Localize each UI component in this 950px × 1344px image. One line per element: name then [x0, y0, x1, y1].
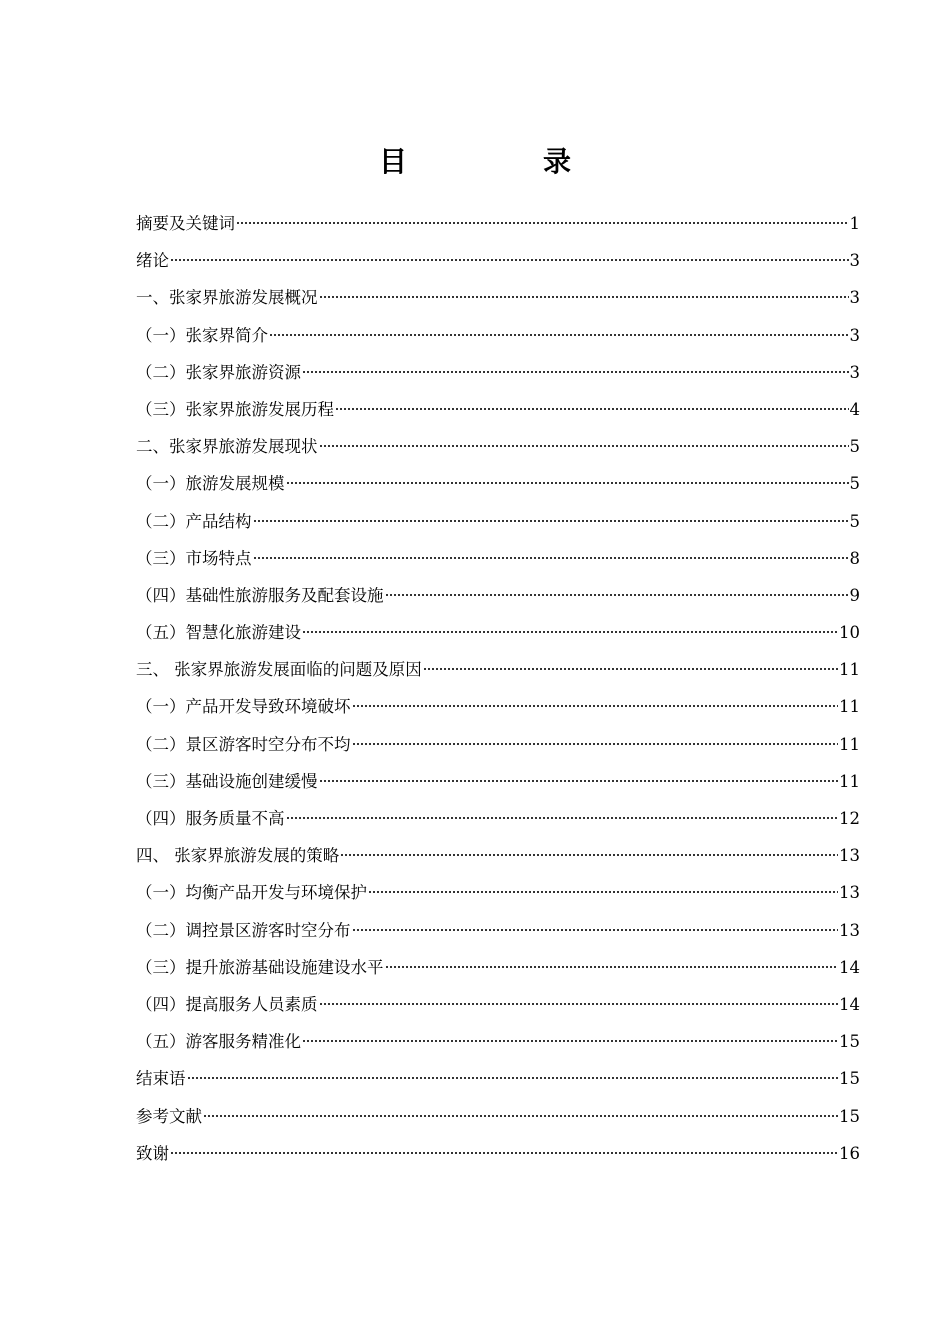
toc-entry[interactable] [136, 986, 860, 1023]
toc-entry-page-number: 3 [849, 251, 860, 271]
toc-entry[interactable] [136, 465, 860, 502]
toc-entry-page-number: 13 [839, 846, 860, 866]
toc-entry-page-number: 10 [839, 623, 860, 643]
toc-entry-page-number: 15 [839, 1032, 860, 1052]
toc-entry-label: （四）服务质量不高 [136, 809, 285, 828]
toc-dot-leader [340, 853, 838, 857]
toc-entry-label: （三）提升旅游基础设施建设水平 [136, 957, 384, 977]
toc-entry[interactable] [136, 949, 860, 986]
toc-entry[interactable] [136, 763, 860, 800]
toc-entry-label: （三）基础设施创建缓慢 [136, 771, 318, 791]
toc-entry-page-number: 11 [839, 771, 860, 791]
toc-entry[interactable] [136, 1023, 860, 1060]
toc-entry-label: （二）景区游客时空分布不均 [136, 734, 351, 754]
toc-dot-leader [385, 965, 839, 969]
toc-entry-page-number: 5 [849, 437, 860, 457]
toc-entry-label: （五）智慧化旅游建设 [136, 623, 301, 643]
toc-entry-page-number: 9 [849, 585, 860, 605]
toc-dot-leader [319, 444, 849, 448]
toc-entry[interactable] [136, 577, 860, 614]
toc-entry[interactable] [136, 874, 860, 911]
toc-dot-leader [302, 1039, 838, 1043]
toc-entry[interactable] [136, 912, 860, 949]
toc-dot-leader [302, 630, 838, 634]
toc-entry[interactable] [136, 614, 860, 651]
toc-dot-leader [286, 481, 849, 485]
toc-dot-leader [335, 407, 849, 411]
toc-entry-page-number: 3 [849, 362, 860, 382]
toc-entry-label: （四）提高服务人员素质 [136, 994, 318, 1014]
toc-dot-leader [319, 1002, 839, 1006]
toc-dot-leader [352, 928, 839, 932]
toc-entry-page-number: 12 [839, 809, 860, 828]
toc-entry-label: 四、 张家界旅游发展的策略 [136, 846, 340, 866]
toc-entry-label: （二）张家界旅游资源 [136, 362, 301, 382]
toc-dot-leader [187, 1076, 839, 1080]
toc-entry[interactable] [136, 1060, 860, 1097]
toc-entry-page-number: 11 [839, 660, 860, 680]
toc-entry-page-number: 1 [849, 214, 860, 233]
toc-entry[interactable] [136, 1098, 860, 1135]
toc-entry[interactable] [136, 726, 860, 763]
toc-entry-label: （四）基础性旅游服务及配套设施 [136, 585, 384, 605]
toc-dot-leader [352, 742, 839, 746]
toc-entry-page-number: 11 [839, 697, 860, 717]
toc-entry-page-number: 15 [839, 1106, 860, 1126]
toc-entry-label: 绪论 [136, 251, 169, 271]
toc-dot-leader [170, 1151, 838, 1155]
toc-entry[interactable] [136, 800, 860, 837]
toc-entry-label: 结束语 [136, 1069, 186, 1089]
toc-entry-label: 摘要及关键词 [136, 214, 235, 233]
toc-entry-page-number: 5 [849, 474, 860, 494]
toc-list [136, 205, 860, 1172]
toc-entry-label: （一）旅游发展规模 [136, 474, 285, 494]
toc-dot-leader [319, 779, 839, 783]
toc-entry-page-number: 16 [839, 1143, 860, 1163]
toc-entry-page-number: 13 [839, 920, 860, 940]
toc-entry-label: 三、 张家界旅游发展面临的问题及原因 [136, 660, 422, 680]
toc-entry-page-number: 11 [839, 734, 860, 754]
toc-dot-leader [170, 258, 849, 262]
toc-entry[interactable] [136, 837, 860, 874]
toc-entry[interactable] [136, 428, 860, 465]
toc-entry-label: （二）调控景区游客时空分布 [136, 920, 351, 940]
toc-dot-leader [269, 333, 849, 337]
toc-entry[interactable] [136, 317, 860, 354]
toc-entry-label: （三）市场特点 [136, 548, 252, 568]
toc-entry-label: 一、张家界旅游发展概况 [136, 288, 318, 308]
toc-entry-label: （一）产品开发导致环境破坏 [136, 697, 351, 717]
toc-dot-leader [368, 890, 838, 894]
page-title: 目 录 [378, 145, 625, 178]
toc-entry[interactable] [136, 540, 860, 577]
toc-dot-leader [319, 295, 849, 299]
toc-dot-leader [423, 667, 838, 671]
toc-entry[interactable] [136, 242, 860, 279]
toc-dot-leader [236, 221, 849, 225]
toc-dot-leader [203, 1114, 838, 1118]
toc-entry-label: 二、张家界旅游发展现状 [136, 437, 318, 457]
toc-entry[interactable] [136, 391, 860, 428]
toc-entry-page-number: 3 [849, 325, 860, 345]
toc-entry-page-number: 13 [839, 883, 860, 903]
toc-entry-page-number: 14 [839, 994, 860, 1014]
toc-entry[interactable] [136, 1135, 860, 1172]
toc-dot-leader [302, 370, 849, 374]
toc-entry-label: 参考文献 [136, 1106, 202, 1126]
toc-entry[interactable] [136, 688, 860, 725]
toc-entry[interactable] [136, 651, 860, 688]
toc-entry[interactable] [136, 503, 860, 540]
toc-entry-page-number: 4 [849, 399, 860, 419]
toc-entry-label: （五）游客服务精准化 [136, 1032, 301, 1052]
toc-entry[interactable] [136, 205, 860, 242]
toc-entry-page-number: 15 [839, 1069, 860, 1089]
toc-entry-label: （一）均衡产品开发与环境保护 [136, 883, 367, 903]
toc-entry-label: （二）产品结构 [136, 511, 252, 531]
toc-entry-page-number: 3 [849, 288, 860, 308]
toc-entry[interactable] [136, 279, 860, 316]
toc-dot-leader [385, 593, 849, 597]
toc-dot-leader [352, 704, 839, 708]
toc-dot-leader [253, 556, 849, 560]
toc-entry-page-number: 14 [839, 957, 860, 977]
toc-entry-label: 致谢 [136, 1143, 169, 1163]
toc-entry-label: （三）张家界旅游发展历程 [136, 399, 334, 419]
toc-entry-page-number: 8 [849, 548, 860, 568]
toc-entry[interactable] [136, 354, 860, 391]
toc-dot-leader [286, 816, 839, 820]
toc-entry-label: （一）张家界简介 [136, 325, 268, 345]
toc-entry-page-number: 5 [849, 511, 860, 531]
toc-dot-leader [253, 519, 849, 523]
